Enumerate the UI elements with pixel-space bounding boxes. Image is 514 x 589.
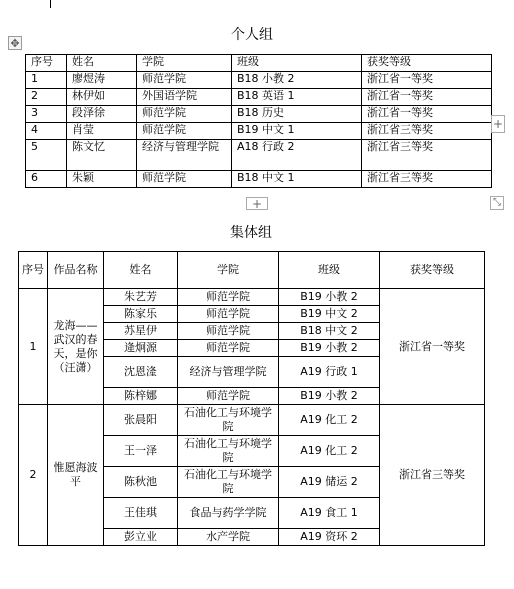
cell-name[interactable]: 陈家乐 xyxy=(104,306,178,323)
cell-no[interactable]: 3 xyxy=(26,106,67,123)
cell-work[interactable]: 惟愿海波平 xyxy=(48,405,104,546)
cell-college[interactable]: 师范学院 xyxy=(137,123,232,140)
cell-class[interactable]: B18 中文 1 xyxy=(232,171,362,188)
table-row xyxy=(26,72,492,89)
cell-class[interactable]: B19 小教 2 xyxy=(279,289,380,306)
cell-award[interactable]: 浙江省一等奖 xyxy=(362,72,492,89)
header-college: 学院 xyxy=(137,55,232,72)
cell-college[interactable]: 石油化工与环境学院 xyxy=(178,405,279,436)
cell-class[interactable]: A19 资环 2 xyxy=(279,529,380,546)
cell-college[interactable]: 石油化工与环境学院 xyxy=(178,436,279,467)
cell-name[interactable]: 朱艺芳 xyxy=(104,289,178,306)
cell-class[interactable]: B19 中文 2 xyxy=(279,306,380,323)
cell-name[interactable]: 肖莹 xyxy=(67,123,137,140)
header-college: 学院 xyxy=(178,252,279,289)
cell-college[interactable]: 水产学院 xyxy=(178,529,279,546)
cell-class[interactable]: B18 历史 xyxy=(232,106,362,123)
cell-college[interactable]: 师范学院 xyxy=(137,171,232,188)
cell-college[interactable]: 师范学院 xyxy=(178,340,279,357)
cell-no[interactable]: 4 xyxy=(26,123,67,140)
header-award: 获奖等级 xyxy=(362,55,492,72)
cell-class[interactable]: A19 化工 2 xyxy=(279,436,380,467)
cell-award[interactable]: 浙江省三等奖 xyxy=(362,140,492,171)
cell-class[interactable]: B19 小教 2 xyxy=(279,340,380,357)
header-no: 序号 xyxy=(26,55,67,72)
cell-class[interactable]: A19 食工 1 xyxy=(279,498,380,529)
add-column-icon[interactable]: + xyxy=(492,117,504,131)
cell-no[interactable]: 1 xyxy=(26,72,67,89)
cell-award[interactable]: 浙江省三等奖 xyxy=(380,405,485,546)
cell-class[interactable]: A18 行政 2 xyxy=(232,140,362,171)
cell-name[interactable]: 段泽徐 xyxy=(67,106,137,123)
header-award: 获奖等级 xyxy=(380,252,485,289)
cell-class[interactable]: A19 行政 1 xyxy=(279,357,380,388)
cell-college[interactable]: 师范学院 xyxy=(137,72,232,89)
cell-work[interactable]: 龙海——武汉的春天，是你（汪潇） xyxy=(48,289,104,405)
cell-award[interactable]: 浙江省一等奖 xyxy=(362,106,492,123)
cell-college[interactable]: 外国语学院 xyxy=(137,89,232,106)
table-header-row xyxy=(26,55,492,72)
table-row xyxy=(19,289,485,306)
header-name: 姓名 xyxy=(104,252,178,289)
table-row xyxy=(26,140,492,171)
cell-name[interactable]: 苏星伊 xyxy=(104,323,178,340)
table-move-icon[interactable]: ✥ xyxy=(8,36,22,50)
cell-name[interactable]: 沈恩湰 xyxy=(104,357,178,388)
cell-class[interactable]: B18 小教 2 xyxy=(232,72,362,89)
cell-group-no[interactable]: 1 xyxy=(19,289,48,405)
cell-class[interactable]: A19 储运 2 xyxy=(279,467,380,498)
cell-name[interactable]: 廖煜涛 xyxy=(67,72,137,89)
table-row xyxy=(26,106,492,123)
cell-college[interactable]: 师范学院 xyxy=(137,106,232,123)
text-cursor xyxy=(50,0,51,8)
cell-college[interactable]: 经济与管理学院 xyxy=(178,357,279,388)
cell-name[interactable]: 彭立业 xyxy=(104,529,178,546)
cell-no[interactable]: 5 xyxy=(26,140,67,171)
individual-table xyxy=(25,54,492,188)
header-class: 班级 xyxy=(232,55,362,72)
cell-award[interactable]: 浙江省三等奖 xyxy=(362,171,492,188)
cell-name[interactable]: 张晨阳 xyxy=(104,405,178,436)
cell-name[interactable]: 王佳琪 xyxy=(104,498,178,529)
cell-award[interactable]: 浙江省三等奖 xyxy=(362,123,492,140)
header-work: 作品名称 xyxy=(48,252,104,289)
cell-name[interactable]: 王一泽 xyxy=(104,436,178,467)
cell-name[interactable]: 陈秋池 xyxy=(104,467,178,498)
table-row xyxy=(26,123,492,140)
cell-college[interactable]: 师范学院 xyxy=(178,323,279,340)
table-resize-icon[interactable]: ⤡ xyxy=(490,196,504,210)
cell-no[interactable]: 2 xyxy=(26,89,67,106)
cell-college[interactable]: 经济与管理学院 xyxy=(137,140,232,171)
table-header-row xyxy=(19,252,485,289)
cell-name[interactable]: 逄炯源 xyxy=(104,340,178,357)
header-no: 序号 xyxy=(19,252,48,289)
group-table xyxy=(18,251,485,546)
cell-award[interactable]: 浙江省一等奖 xyxy=(362,89,492,106)
cell-name[interactable]: 陈文忆 xyxy=(67,140,137,171)
cell-name[interactable]: 林伊如 xyxy=(67,89,137,106)
cell-class[interactable]: B19 中文 1 xyxy=(232,123,362,140)
header-class: 班级 xyxy=(279,252,380,289)
cell-class[interactable]: B19 小教 2 xyxy=(279,388,380,405)
add-row-icon[interactable]: + xyxy=(246,197,268,210)
table-row xyxy=(26,89,492,106)
cell-college[interactable]: 石油化工与环境学院 xyxy=(178,467,279,498)
cell-name[interactable]: 陈梓娜 xyxy=(104,388,178,405)
cell-group-no[interactable]: 2 xyxy=(19,405,48,546)
header-name: 姓名 xyxy=(67,55,137,72)
cell-class[interactable]: A19 化工 2 xyxy=(279,405,380,436)
cell-award[interactable]: 浙江省一等奖 xyxy=(380,289,485,405)
cell-college[interactable]: 师范学院 xyxy=(178,388,279,405)
individual-title: 个人组 xyxy=(231,27,273,43)
group-title: 集体组 xyxy=(230,225,272,241)
cell-college[interactable]: 师范学院 xyxy=(178,306,279,323)
cell-no[interactable]: 6 xyxy=(26,171,67,188)
cell-class[interactable]: B18 英语 1 xyxy=(232,89,362,106)
cell-name[interactable]: 朱颖 xyxy=(67,171,137,188)
cell-college[interactable]: 食品与药学学院 xyxy=(178,498,279,529)
table-row xyxy=(26,171,492,188)
cell-class[interactable]: B18 中文 2 xyxy=(279,323,380,340)
table-row xyxy=(19,405,485,436)
cell-college[interactable]: 师范学院 xyxy=(178,289,279,306)
